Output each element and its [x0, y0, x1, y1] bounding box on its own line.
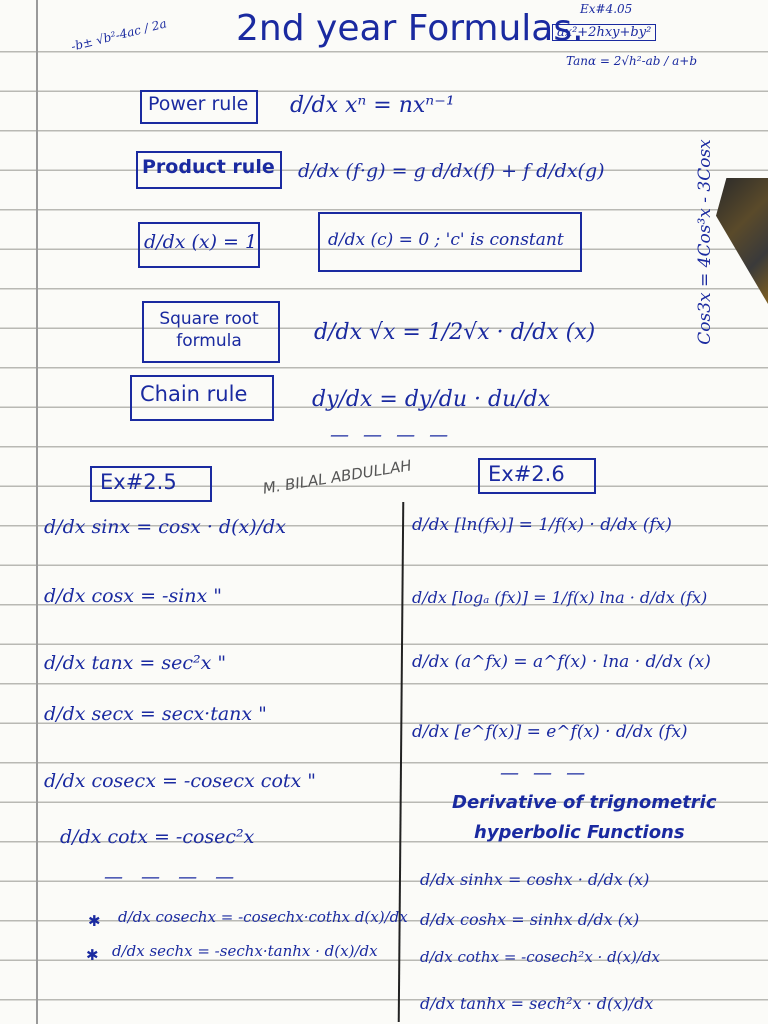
divider-dashes: — — — —: [330, 424, 453, 446]
page-title: 2nd year Formulas.: [236, 8, 584, 49]
rule-sqrt-formula: d/dx √x = 1/2√x · d/dx (x): [314, 320, 596, 345]
right-item-4: d/dx [e^f(x)] = e^f(x) · d/dx (fx): [412, 722, 688, 742]
hyperbolic-heading-line2: hyperbolic Functions: [474, 822, 685, 843]
right-item-2: d/dx [logₐ (fx)] = 1/f(x) lna · d/dx (fx): [412, 588, 708, 607]
column-divider: [398, 502, 405, 1022]
corner-tan-formula: Tanα = 2√h²-ab / a+b: [566, 54, 698, 68]
rule-product-label: Product rule: [142, 156, 275, 178]
right-section-heading: Ex#2.6: [488, 462, 565, 486]
dark-corner-object: [716, 178, 768, 304]
rule-power-formula: d/dx xⁿ = nxⁿ⁻¹: [290, 93, 455, 118]
hyperbolic-left-star-2: ✱: [86, 946, 99, 964]
left-item-6: d/dx cotx = -cosec²x: [60, 826, 255, 848]
left-item-2: d/dx cosx = -sinx ": [44, 585, 223, 607]
rule-product-formula: d/dx (f·g) = g d/dx(f) + f d/dx(g): [298, 160, 605, 182]
rule-chain-formula: dy/dx = dy/du · du/dx: [312, 387, 551, 412]
hyperbolic-right-item-2: d/dx coshx = sinhx d/dx (x): [420, 910, 640, 929]
left-item-3: d/dx tanx = sec²x ": [44, 652, 227, 674]
hyperbolic-left-item-1: d/dx cosechx = -cosechx·cothx d(x)/dx: [118, 908, 408, 926]
corner-exercise-label: Ex#4.05: [580, 2, 633, 16]
rule-dx-label: d/dx (x) = 1: [144, 231, 258, 253]
watermark: M. BILAL ABDULLAH: [261, 456, 413, 498]
right-item-3: d/dx (a^fx) = a^f(x) · lna · d/dx (x): [412, 652, 711, 672]
corner-quadratic-formula: -b± √b²-4ac / 2a: [69, 16, 169, 54]
hyperbolic-right-item-1: d/dx sinhx = coshx · d/dx (x): [420, 870, 650, 889]
left-section-heading: Ex#2.5: [100, 470, 177, 494]
side-cos3x-formula: Cos3x = 4Cos³x - 3Cosx: [695, 139, 715, 345]
margin-line: [36, 0, 38, 1024]
hyperbolic-left-item-2: d/dx sechx = -sechx·tanhx · d(x)/dx: [112, 942, 378, 960]
corner-pair-formula: ax²+2hxy+by²: [552, 24, 656, 41]
left-item-5: d/dx cosecx = -cosecx cotx ": [44, 770, 317, 792]
left-divider-dashes: — — — —: [104, 866, 241, 888]
rule-sqrt-label: Square root formula: [159, 309, 259, 352]
hyperbolic-right-item-3: d/dx cothx = -cosech²x · d(x)/dx: [420, 948, 660, 966]
left-item-4: d/dx secx = secx·tanx ": [44, 703, 267, 725]
rule-chain-label: Chain rule: [140, 382, 248, 406]
right-divider-dashes: — — —: [500, 762, 590, 784]
hyperbolic-right-item-4: d/dx tanhx = sech²x · d(x)/dx: [420, 994, 654, 1013]
right-item-1: d/dx [ln(fx)] = 1/f(x) · d/dx (fx): [412, 515, 672, 535]
rule-power-label: Power rule: [148, 93, 249, 115]
rule-constant-formula: d/dx (c) = 0 ; 'c' is constant: [328, 230, 564, 250]
hyperbolic-left-star-1: ✱: [88, 912, 101, 930]
hyperbolic-heading-line1: Derivative of trignometric: [452, 792, 717, 813]
left-item-1: d/dx sinx = cosx · d(x)/dx: [44, 516, 286, 538]
